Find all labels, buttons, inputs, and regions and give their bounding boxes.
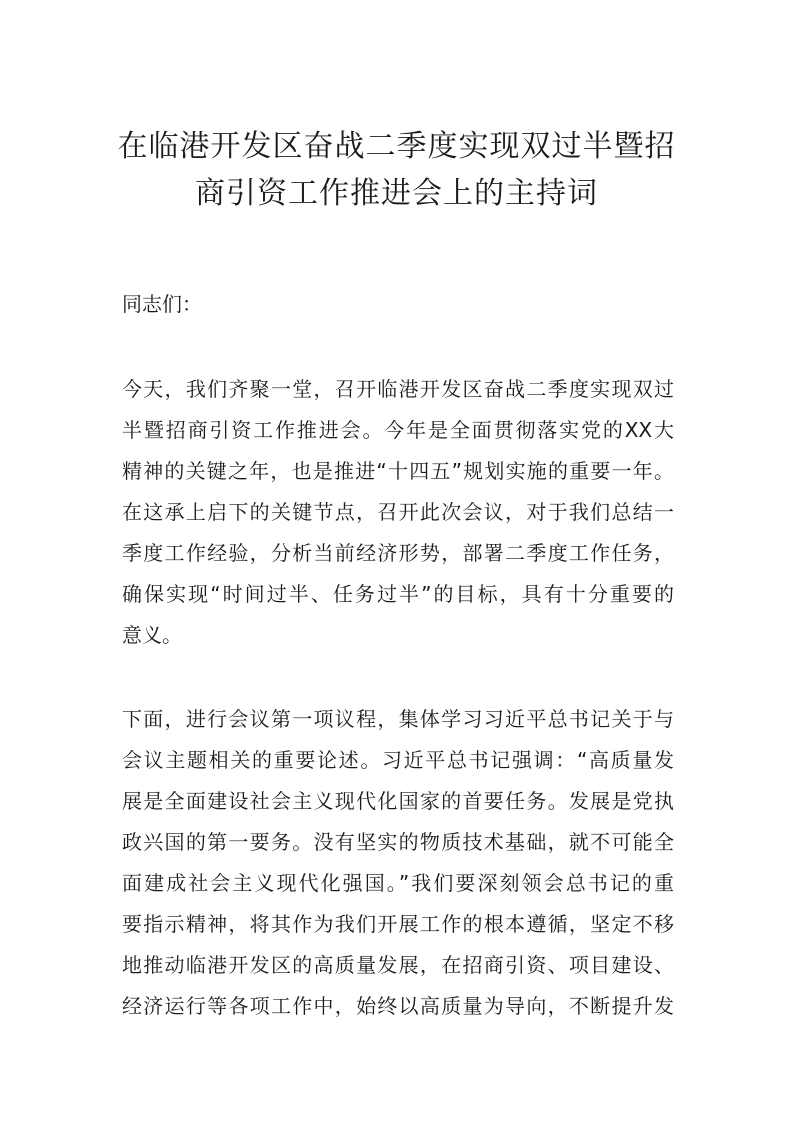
paragraph-2-line: 下面，进行会议第一项议程，集体学习习近平总书记关于与 — [122, 707, 674, 731]
document-title-line-1: 在临港开发区奋战二季度实现双过半暨招 — [117, 129, 676, 164]
paragraph-1-line: 精神的关键之年，也是推进“十四五”规划实施的重要一年。 — [122, 459, 674, 483]
paragraph-1-line: 季度工作经验，分析当前经济形势，部署二季度工作任务， — [122, 541, 674, 565]
paragraph-2-line: 会议主题相关的重要论述。习近平总书记强调：“高质量发 — [122, 748, 674, 772]
document-title-line-2: 商引资工作推进会上的主持词 — [195, 176, 598, 211]
paragraph-2-line: 经济运行等各项工作中，始终以高质量为导向，不断提升发 — [122, 994, 674, 1018]
paragraph-2-line: 政兴国的第一要务。没有坚实的物质技术基础，就不可能全 — [122, 830, 674, 854]
paragraph-1-line: 今天，我们齐聚一堂，召开临港开发区奋战二季度实现双过 — [122, 377, 674, 401]
paragraph-1-line: 半暨招商引资工作推进会。今年是全面贯彻落实党的XX大 — [122, 418, 674, 442]
paragraph-2-line: 面建成社会主义现代化强国。”我们要深刻领会总书记的重 — [122, 871, 674, 895]
paragraph-1-line: 确保实现“时间过半、任务过半”的目标，具有十分重要的 — [122, 582, 674, 606]
paragraph-1-line: 意义。 — [122, 623, 182, 647]
paragraph-2-line: 要指示精神，将其作为我们开展工作的根本遵循，坚定不移 — [122, 912, 674, 936]
paragraph-1-line: 在这承上启下的关键节点，召开此次会议，对于我们总结一 — [122, 500, 674, 524]
paragraph-2-line: 展是全面建设社会主义现代化国家的首要任务。发展是党执 — [122, 789, 674, 813]
paragraph-2-line: 地推动临港开发区的高质量发展，在招商引资、项目建设、 — [122, 953, 674, 977]
salutation: 同志们： — [122, 292, 202, 316]
